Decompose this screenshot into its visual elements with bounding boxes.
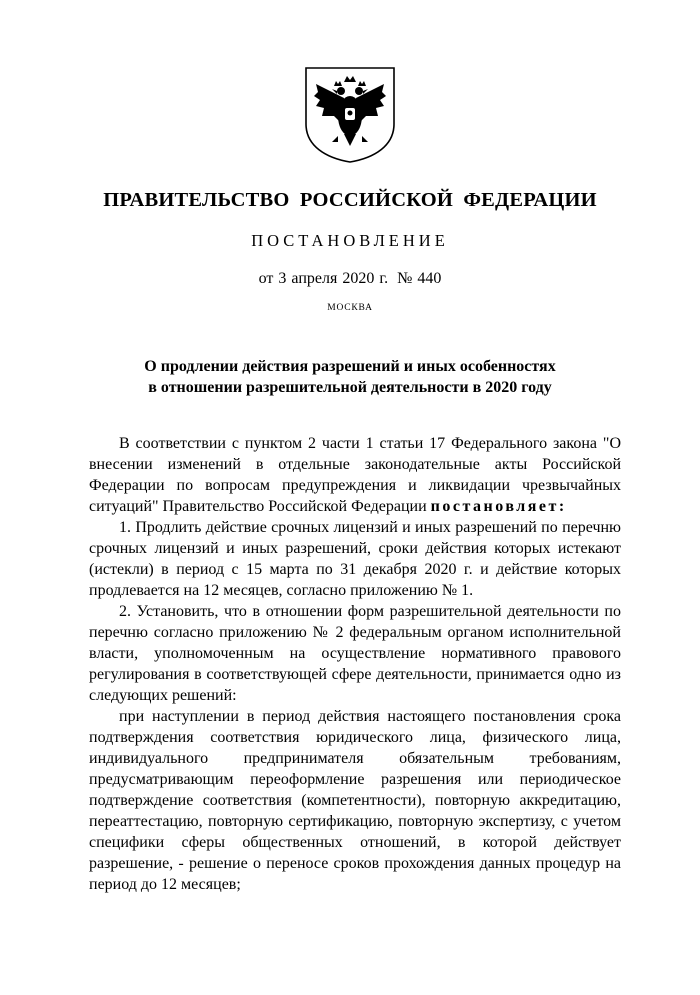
document-body xyxy=(89,433,621,895)
document-type: ПОСТАНОВЛЕНИЕ xyxy=(251,231,449,250)
government-title: ПРАВИТЕЛЬСТВО РОССИЙСКОЙ ФЕДЕРАЦИИ xyxy=(103,189,597,211)
subject-line-1: О продлении действия разрешений и иных особенностях xyxy=(144,358,556,375)
preamble-paragraph xyxy=(89,433,621,517)
document-subject xyxy=(100,356,600,398)
subject-line-2: в отношении разрешительной деятельности в 2020 году xyxy=(148,379,552,396)
coat-of-arms-of-russia-icon xyxy=(304,66,396,164)
document-date-line xyxy=(0,270,700,288)
item-1-paragraph: 1. Продлить действие срочных лицензий и иных разрешений по перечню срочных лицензий и иных разрешений, сроки действия которых истекают (истекли) в период с 15 марта по 31 декабря 2020 г. и действие которых продлевается на 12 месяцев, согласно приложению № 1. xyxy=(89,519,621,599)
document-number: № 440 xyxy=(397,270,442,287)
document-city: МОСКВА xyxy=(327,303,373,313)
item-2-case-1-paragraph: при наступлении в период действия настоящего постановления срока подтверждения соответствия юридического лица, физического лица, индивидуального предпринимателя обязательным требованиям, предусматривающим переоформление разрешения или периодическое подтверждение соответствия (компетентности), повторную аккредитацию, переаттестацию, повторную сертификацию, повторную экспертизу, с учетом специфики сферы общественных отношений, в которой действует разрешение, - решение о переносе сроков прохождения данных процедур на период до 12 месяцев; xyxy=(89,708,621,893)
item-2-paragraph: 2. Установить, что в отношении форм разрешительной деятельности по перечню согласно приложению № 2 федеральным органом исполнительной власти, уполномоченным на осуществление нормативного правового регулирования в соответствующей сфере деятельности, принимается одно из следующих решений: xyxy=(89,603,621,704)
document-date: от 3 апреля 2020 г. xyxy=(258,270,389,287)
preamble-text: В соответствии с пунктом 2 части 1 статьи 17 Федерального закона "О внесении изменений в отдельные законодательные акты Российской Федерации по вопросам предупреждения и ликвидации чрезвычайных ситуаций" Правительство Российской Федерации xyxy=(89,435,621,515)
resolves-word: постановляет: xyxy=(430,498,567,515)
